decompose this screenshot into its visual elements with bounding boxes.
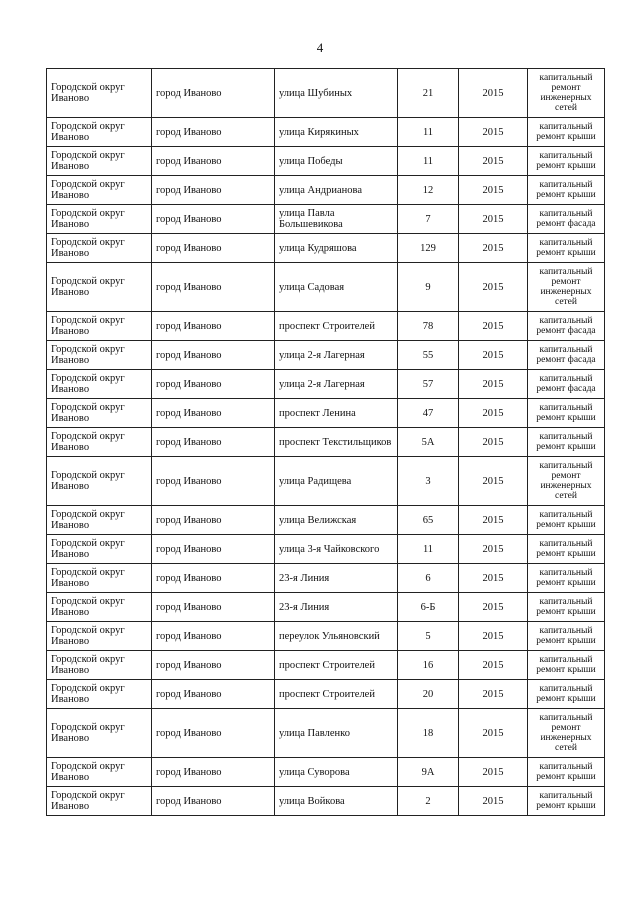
city-cell: город Иваново [152, 787, 275, 816]
work-type-cell: капитальный ремонт инженерных сетей [528, 263, 605, 312]
district-cell: Городской округ Иваново [47, 399, 152, 428]
house-number-cell: 11 [398, 147, 459, 176]
city-cell: город Иваново [152, 341, 275, 370]
table-row [47, 457, 605, 506]
city-cell: город Иваново [152, 709, 275, 758]
district-cell: Городской округ Иваново [47, 680, 152, 709]
year-cell: 2015 [459, 147, 528, 176]
city-cell: город Иваново [152, 147, 275, 176]
district-cell: Городской округ Иваново [47, 370, 152, 399]
district-cell: Городской округ Иваново [47, 312, 152, 341]
city-cell: город Иваново [152, 564, 275, 593]
city-cell: город Иваново [152, 506, 275, 535]
street-cell: улица Садовая [275, 263, 398, 312]
year-cell: 2015 [459, 428, 528, 457]
district-cell: Городской округ Иваново [47, 622, 152, 651]
city-cell: город Иваново [152, 651, 275, 680]
table-row [47, 399, 605, 428]
work-type-cell: капитальный ремонт фасада [528, 205, 605, 234]
street-cell: улица Победы [275, 147, 398, 176]
work-type-cell: капитальный ремонт инженерных сетей [528, 457, 605, 506]
year-cell: 2015 [459, 593, 528, 622]
page-number: 4 [316, 40, 324, 55]
year-cell: 2015 [459, 457, 528, 506]
house-number-cell: 57 [398, 370, 459, 399]
work-type-cell: капитальный ремонт крыши [528, 428, 605, 457]
city-cell: город Иваново [152, 69, 275, 118]
table-row [47, 680, 605, 709]
city-cell: город Иваново [152, 535, 275, 564]
work-type-cell: капитальный ремонт инженерных сетей [528, 69, 605, 118]
house-number-cell: 55 [398, 341, 459, 370]
district-cell: Городской округ Иваново [47, 428, 152, 457]
house-number-cell: 5 [398, 622, 459, 651]
street-cell: улица Суворова [275, 758, 398, 787]
table-row [47, 622, 605, 651]
street-cell: проспект Строителей [275, 680, 398, 709]
house-number-cell: 20 [398, 680, 459, 709]
table-row [47, 341, 605, 370]
city-cell: город Иваново [152, 263, 275, 312]
house-number-cell: 11 [398, 535, 459, 564]
street-cell: переулок Ульяновский [275, 622, 398, 651]
house-number-cell: 129 [398, 234, 459, 263]
table-row [47, 176, 605, 205]
work-type-cell: капитальный ремонт фасада [528, 341, 605, 370]
table-row [47, 205, 605, 234]
house-number-cell: 5А [398, 428, 459, 457]
work-type-cell: капитальный ремонт крыши [528, 118, 605, 147]
table-row [47, 312, 605, 341]
house-number-cell: 7 [398, 205, 459, 234]
table-row [47, 370, 605, 399]
city-cell: город Иваново [152, 428, 275, 457]
district-cell: Городской округ Иваново [47, 457, 152, 506]
street-cell: 23-я Линия [275, 593, 398, 622]
work-type-cell: капитальный ремонт крыши [528, 622, 605, 651]
year-cell: 2015 [459, 758, 528, 787]
work-type-cell: капитальный ремонт крыши [528, 593, 605, 622]
year-cell: 2015 [459, 370, 528, 399]
street-cell: улица 2-я Лагерная [275, 341, 398, 370]
house-number-cell: 78 [398, 312, 459, 341]
work-type-cell: капитальный ремонт фасада [528, 370, 605, 399]
district-cell: Городской округ Иваново [47, 709, 152, 758]
year-cell: 2015 [459, 680, 528, 709]
house-number-cell: 6-Б [398, 593, 459, 622]
district-cell: Городской округ Иваново [47, 176, 152, 205]
table-row [47, 147, 605, 176]
year-cell: 2015 [459, 118, 528, 147]
street-cell: улица Павленко [275, 709, 398, 758]
table-row [47, 535, 605, 564]
district-cell: Городской округ Иваново [47, 205, 152, 234]
house-number-cell: 9А [398, 758, 459, 787]
city-cell: город Иваново [152, 680, 275, 709]
table-row [47, 263, 605, 312]
year-cell: 2015 [459, 312, 528, 341]
city-cell: город Иваново [152, 118, 275, 147]
street-cell: улица Кирякиных [275, 118, 398, 147]
house-number-cell: 11 [398, 118, 459, 147]
street-cell: 23-я Линия [275, 564, 398, 593]
district-cell: Городской округ Иваново [47, 787, 152, 816]
city-cell: город Иваново [152, 370, 275, 399]
work-type-cell: капитальный ремонт крыши [528, 176, 605, 205]
house-number-cell: 21 [398, 69, 459, 118]
city-cell: город Иваново [152, 622, 275, 651]
year-cell: 2015 [459, 651, 528, 680]
street-cell: улица 2-я Лагерная [275, 370, 398, 399]
work-type-cell: капитальный ремонт крыши [528, 535, 605, 564]
district-cell: Городской округ Иваново [47, 758, 152, 787]
work-type-cell: капитальный ремонт крыши [528, 506, 605, 535]
district-cell: Городской округ Иваново [47, 593, 152, 622]
registry-body [47, 69, 605, 816]
house-number-cell: 9 [398, 263, 459, 312]
table-row [47, 69, 605, 118]
city-cell: город Иваново [152, 758, 275, 787]
year-cell: 2015 [459, 564, 528, 593]
work-type-cell: капитальный ремонт инженерных сетей [528, 709, 605, 758]
work-type-cell: капитальный ремонт крыши [528, 651, 605, 680]
district-cell: Городской округ Иваново [47, 263, 152, 312]
table-row [47, 709, 605, 758]
street-cell: улица 3-я Чайковского [275, 535, 398, 564]
work-type-cell: капитальный ремонт крыши [528, 564, 605, 593]
city-cell: город Иваново [152, 457, 275, 506]
district-cell: Городской округ Иваново [47, 651, 152, 680]
year-cell: 2015 [459, 263, 528, 312]
street-cell: улица Павла Большевикова [275, 205, 398, 234]
city-cell: город Иваново [152, 176, 275, 205]
year-cell: 2015 [459, 341, 528, 370]
work-type-cell: капитальный ремонт крыши [528, 399, 605, 428]
year-cell: 2015 [459, 234, 528, 263]
district-cell: Городской округ Иваново [47, 69, 152, 118]
district-cell: Городской округ Иваново [47, 535, 152, 564]
house-number-cell: 65 [398, 506, 459, 535]
street-cell: проспект Текстильщиков [275, 428, 398, 457]
table-row [47, 787, 605, 816]
house-number-cell: 47 [398, 399, 459, 428]
street-cell: улица Войкова [275, 787, 398, 816]
work-type-cell: капитальный ремонт крыши [528, 787, 605, 816]
table-row [47, 758, 605, 787]
city-cell: город Иваново [152, 593, 275, 622]
year-cell: 2015 [459, 69, 528, 118]
street-cell: проспект Ленина [275, 399, 398, 428]
house-number-cell: 16 [398, 651, 459, 680]
table-row [47, 651, 605, 680]
street-cell: улица Кудряшова [275, 234, 398, 263]
table-row [47, 118, 605, 147]
house-number-cell: 18 [398, 709, 459, 758]
street-cell: улица Велижская [275, 506, 398, 535]
street-cell: проспект Строителей [275, 651, 398, 680]
house-number-cell: 3 [398, 457, 459, 506]
district-cell: Городской округ Иваново [47, 147, 152, 176]
street-cell: улица Шубиных [275, 69, 398, 118]
year-cell: 2015 [459, 205, 528, 234]
city-cell: город Иваново [152, 234, 275, 263]
district-cell: Городской округ Иваново [47, 341, 152, 370]
work-type-cell: капитальный ремонт крыши [528, 758, 605, 787]
table-row [47, 506, 605, 535]
year-cell: 2015 [459, 506, 528, 535]
street-cell: улица Радищева [275, 457, 398, 506]
city-cell: город Иваново [152, 205, 275, 234]
work-type-cell: капитальный ремонт крыши [528, 680, 605, 709]
city-cell: город Иваново [152, 312, 275, 341]
year-cell: 2015 [459, 787, 528, 816]
year-cell: 2015 [459, 535, 528, 564]
year-cell: 2015 [459, 622, 528, 651]
street-cell: улица Андрианова [275, 176, 398, 205]
district-cell: Городской округ Иваново [47, 506, 152, 535]
table-row [47, 428, 605, 457]
work-type-cell: капитальный ремонт крыши [528, 147, 605, 176]
work-type-cell: капитальный ремонт крыши [528, 234, 605, 263]
street-cell: проспект Строителей [275, 312, 398, 341]
district-cell: Городской округ Иваново [47, 118, 152, 147]
year-cell: 2015 [459, 709, 528, 758]
house-number-cell: 6 [398, 564, 459, 593]
house-number-cell: 2 [398, 787, 459, 816]
district-cell: Городской округ Иваново [47, 564, 152, 593]
district-cell: Городской округ Иваново [47, 234, 152, 263]
table-row [47, 564, 605, 593]
city-cell: город Иваново [152, 399, 275, 428]
table-row [47, 593, 605, 622]
year-cell: 2015 [459, 176, 528, 205]
house-number-cell: 12 [398, 176, 459, 205]
repair-registry-table [46, 68, 605, 816]
work-type-cell: капитальный ремонт фасада [528, 312, 605, 341]
table-row [47, 234, 605, 263]
year-cell: 2015 [459, 399, 528, 428]
